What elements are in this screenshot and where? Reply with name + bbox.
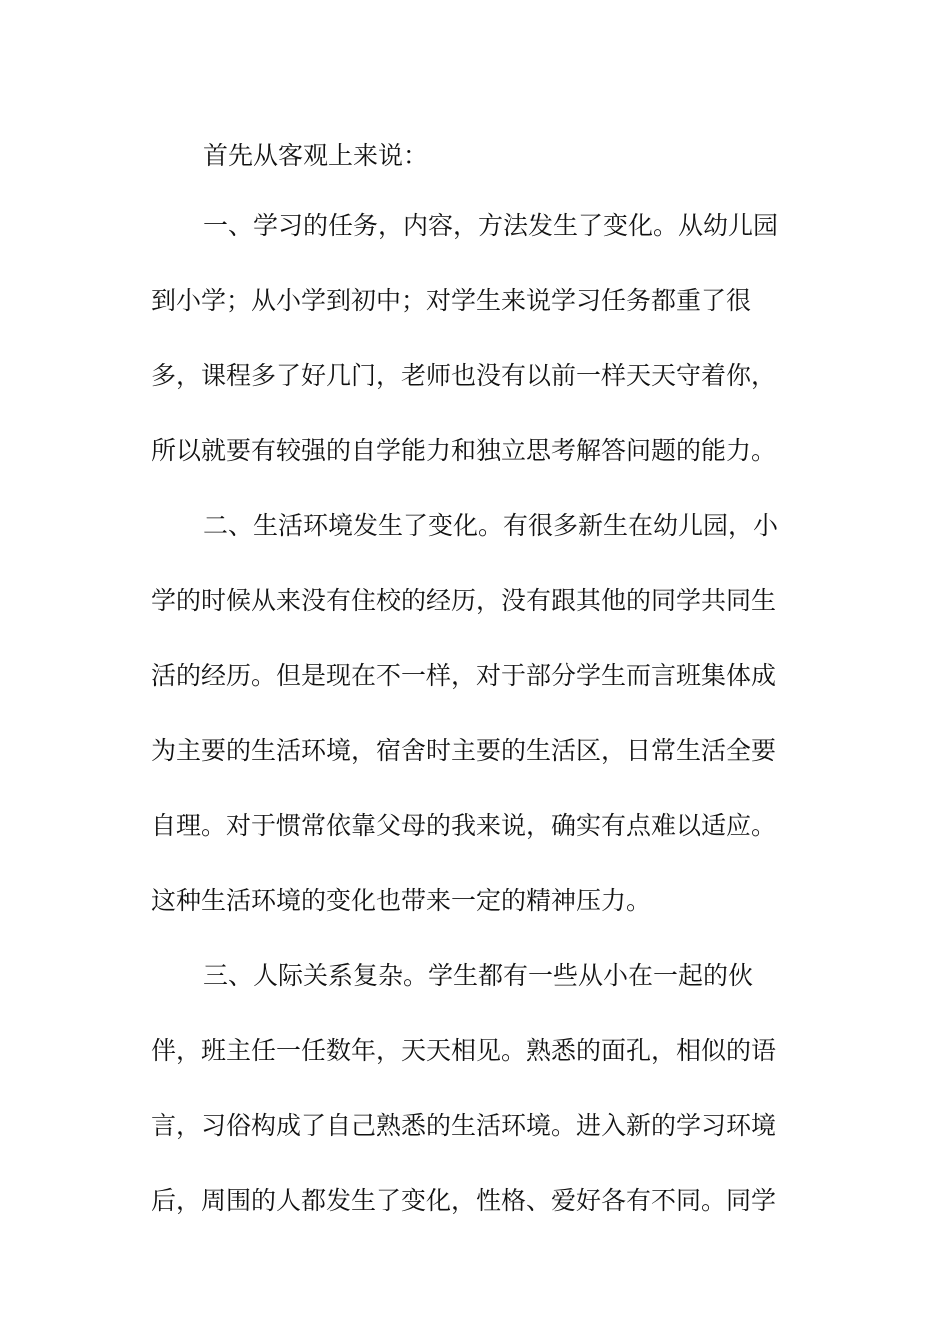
paragraph-2-line-2: 学的时候从来没有住校的经历，没有跟其他的同学共同生 bbox=[151, 586, 777, 615]
paragraph-3-line-2: 伴，班主任一任数年，天天相见。熟悉的面孔，相似的语 bbox=[151, 1036, 777, 1065]
paragraph-2-line-5: 自理。对于惯常依靠父母的我来说，确实有点难以适应。 bbox=[151, 811, 777, 840]
paragraph-2-line-1: 二、生活环境发生了变化。有很多新生在幼儿园，小 bbox=[203, 511, 779, 540]
paragraph-3-line-3: 言，习俗构成了自己熟悉的生活环境。进入新的学习环境 bbox=[151, 1111, 777, 1140]
intro-line: 首先从客观上来说： bbox=[203, 141, 429, 170]
paragraph-1-line-3: 多，课程多了好几门，老师也没有以前一样天天守着你， bbox=[151, 361, 777, 390]
paragraph-3-line-1: 三、人际关系复杂。学生都有一些从小在一起的伙 bbox=[203, 961, 754, 990]
paragraph-1-line-1: 一、学习的任务，内容，方法发生了变化。从幼儿园 bbox=[203, 211, 779, 240]
paragraph-2-line-4: 为主要的生活环境，宿舍时主要的生活区，日常生活全要 bbox=[151, 736, 777, 765]
paragraph-2-line-6: 这种生活环境的变化也带来一定的精神压力。 bbox=[151, 886, 652, 915]
paragraph-3-line-4: 后，周围的人都发生了变化，性格、爱好各有不同。同学 bbox=[151, 1186, 777, 1215]
paragraph-1-line-2: 到小学；从小学到初中；对学生来说学习任务都重了很 bbox=[151, 286, 752, 315]
paragraph-1-line-4: 所以就要有较强的自学能力和独立思考解答问题的能力。 bbox=[151, 436, 777, 465]
paragraph-2-line-3: 活的经历。但是现在不一样，对于部分学生而言班集体成 bbox=[151, 661, 777, 690]
